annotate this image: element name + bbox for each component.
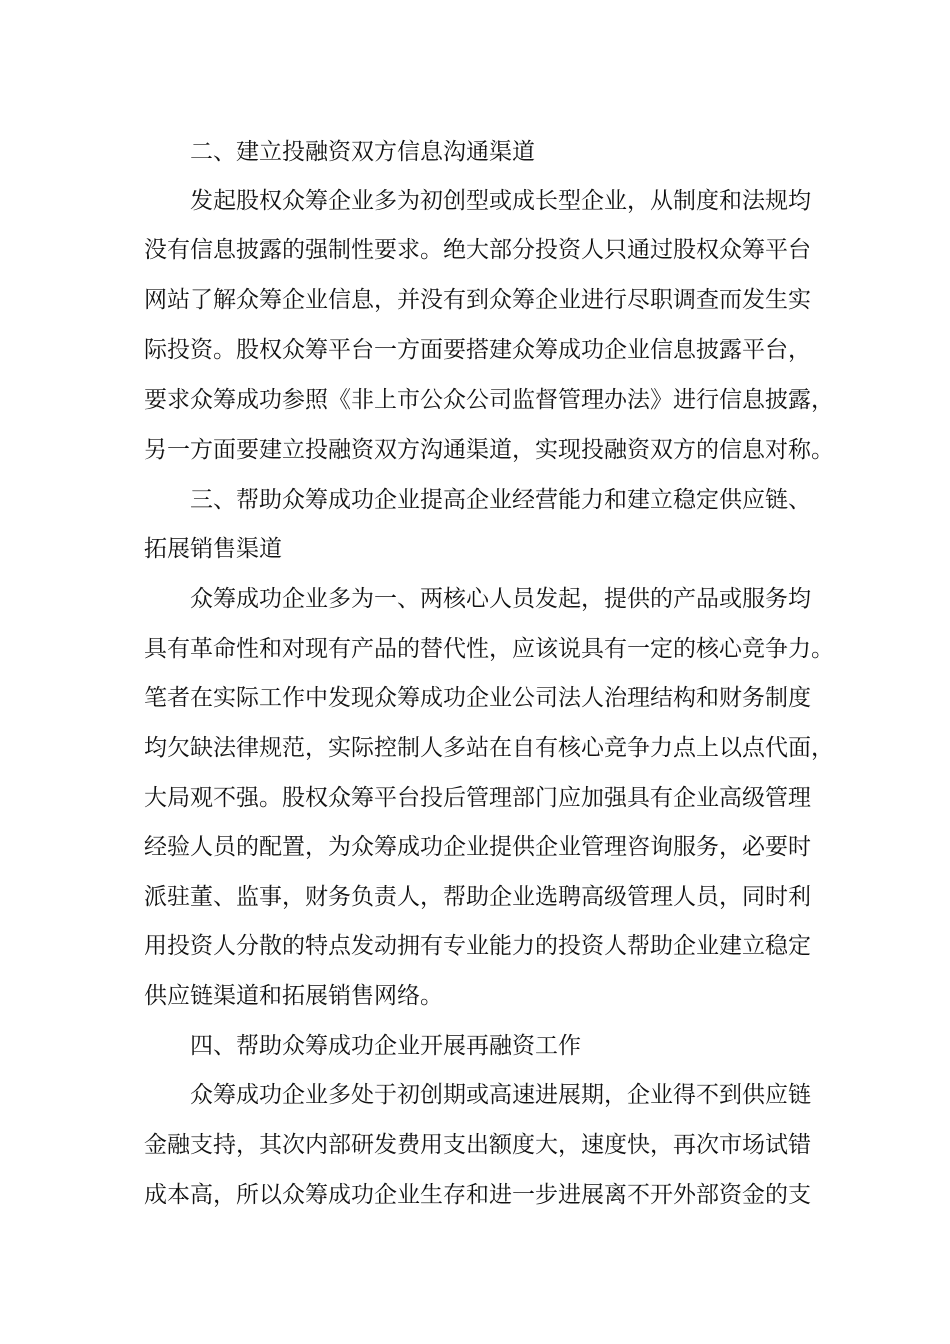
paragraph-line: 均欠缺法律规范，实际控制人多站在自有核心竞争力点上以点代面， [144,735,834,761]
paragraph-line: 际投资。股权众筹平台一方面要搭建众筹成功企业信息披露平台， [144,337,811,363]
section-heading-3-cont: 拓展销售渠道 [144,536,282,562]
paragraph-line: 金融支持，其次内部研发费用支出额度大，速度快，再次市场试错 [144,1132,811,1158]
paragraph-line: 经验人员的配置，为众筹成功企业提供企业管理咨询服务，必要时 [144,834,811,860]
paragraph-line: 没有信息披露的强制性要求。绝大部分投资人只通过股权众筹平台 [144,237,811,263]
section-heading-4: 四、帮助众筹成功企业开展再融资工作 [190,1033,581,1059]
section-heading-2: 二、建立投融资双方信息沟通渠道 [190,139,535,165]
paragraph-line: 网站了解众筹企业信息，并没有到众筹企业进行尽职调查而发生实 [144,287,811,313]
paragraph-line: 众筹成功企业多为一、两核心人员发起，提供的产品或服务均 [190,586,811,612]
paragraph-line: 要求众筹成功参照《非上市公众公司监督管理办法》进行信息披露， [144,387,834,413]
paragraph-line: 成本高，所以众筹成功企业生存和进一步进展离不开外部资金的支 [144,1182,811,1208]
paragraph-line: 派驻董、监事，财务负责人，帮助企业选聘高级管理人员，同时利 [144,884,811,910]
paragraph-line: 众筹成功企业多处于初创期或高速进展期，企业得不到供应链 [190,1082,811,1108]
paragraph-line: 另一方面要建立投融资双方沟通渠道，实现投融资双方的信息对称。 [144,437,834,463]
paragraph-line: 笔者在实际工作中发现众筹成功企业公司法人治理结构和财务制度 [144,685,811,711]
paragraph-line: 发起股权众筹企业多为初创型或成长型企业，从制度和法规均 [190,188,811,214]
paragraph-line: 大局观不强。股权众筹平台投后管理部门应加强具有企业高级管理 [144,785,811,811]
paragraph-line: 具有革命性和对现有产品的替代性，应该说具有一定的核心竞争力。 [144,636,834,662]
paragraph-line: 供应链渠道和拓展销售网络。 [144,983,443,1009]
section-heading-3: 三、帮助众筹成功企业提高企业经营能力和建立稳定供应链、 [190,487,811,513]
paragraph-line: 用投资人分散的特点发动拥有专业能力的投资人帮助企业建立稳定 [144,933,811,959]
